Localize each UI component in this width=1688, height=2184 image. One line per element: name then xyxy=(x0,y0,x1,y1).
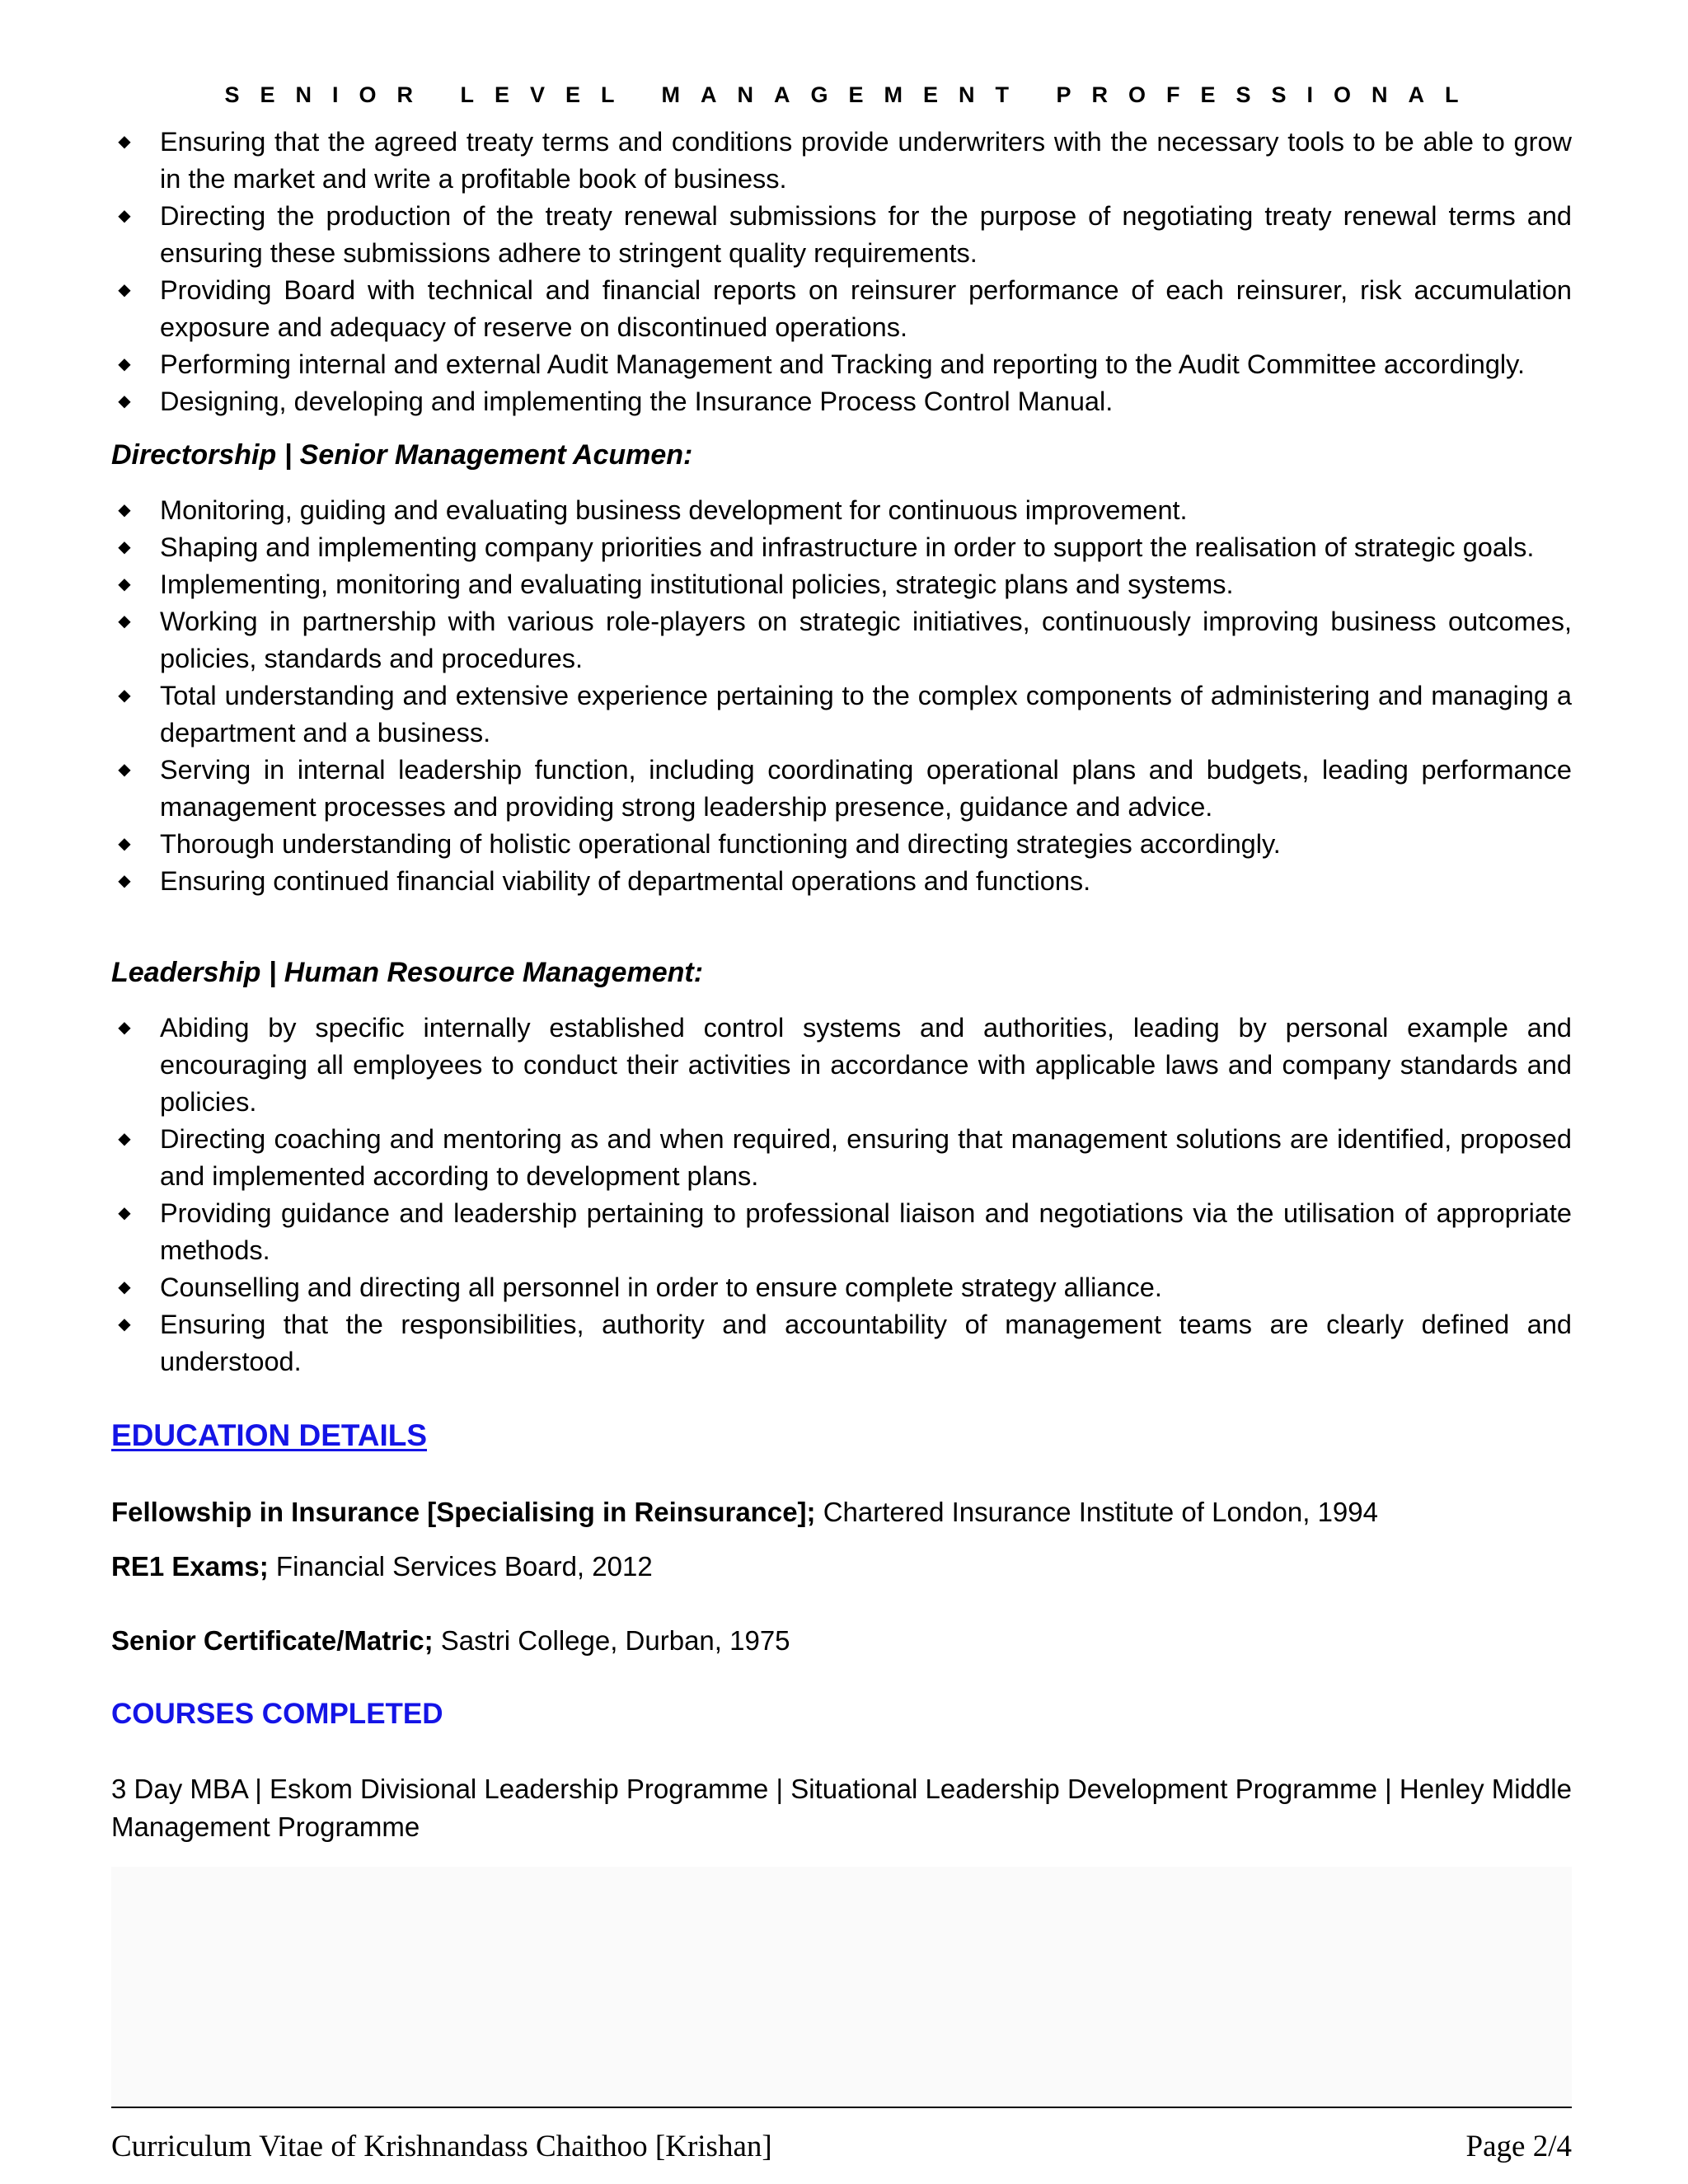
list-item: ◆ Counselling and directing all personnel in order to ensure complete strategy alliance. xyxy=(111,1269,1572,1306)
page-header-title: SENIOR LEVEL MANAGEMENT PROFESSIONAL xyxy=(224,82,1479,107)
diamond-bullet-icon: ◆ xyxy=(118,612,131,630)
education-qualification: Fellowship in Insurance [Specialising in Reinsurance]; xyxy=(111,1497,816,1527)
leadership-heading: Leadership | Human Resource Management: xyxy=(111,957,704,988)
courses-section-heading: COURSES COMPLETED xyxy=(111,1698,443,1730)
list-item: ◆ Monitoring, guiding and evaluating business development for continuous improvement. xyxy=(111,492,1572,529)
list-item: ◆ Implementing, monitoring and evaluating institutional policies, strategic plans and systems. xyxy=(111,566,1572,603)
intro-bullet-list xyxy=(111,124,1572,420)
diamond-bullet-icon: ◆ xyxy=(118,835,131,853)
diamond-bullet-icon: ◆ xyxy=(118,1204,131,1222)
leadership-bullet-list xyxy=(111,1010,1572,1380)
list-item: ◆ Serving in internal leadership function, including coordinating operational plans and budgets, leading performance management processes and providing strong leadership presence, guidance and advice. xyxy=(111,752,1572,826)
list-item: ◆ Directing coaching and mentoring as and when required, ensuring that management solutions are identified, proposed and implemented according to development plans. xyxy=(111,1121,1572,1195)
education-entry xyxy=(111,1622,790,1659)
list-item: ◆ Directing the production of the treaty renewal submissions for the purpose of negotiating treaty renewal terms and ensuring these submissions adhere to stringent quality requirements. xyxy=(111,198,1572,272)
list-item: ◆ Working in partnership with various role-players on strategic initiatives, continuously improving business outcomes, policies, standards and procedures. xyxy=(111,603,1572,677)
footer-divider xyxy=(111,2107,1572,2108)
education-section-heading: EDUCATION DETAILS xyxy=(111,1418,428,1452)
list-item: ◆ Shaping and implementing company priorities and infrastructure in order to support the realisation of strategic goals. xyxy=(111,529,1572,566)
page-bottom-area xyxy=(111,1867,1572,2106)
diamond-bullet-icon: ◆ xyxy=(118,872,131,890)
diamond-bullet-icon: ◆ xyxy=(118,501,131,519)
diamond-bullet-icon: ◆ xyxy=(118,687,131,705)
list-item: ◆ Ensuring that the responsibilities, authority and accountability of management teams are clearly defined and understood. xyxy=(111,1306,1572,1380)
footer-document-title: Curriculum Vitae of Krishnandass Chaithoo [Krishan] xyxy=(111,2130,772,2163)
list-item: ◆ Ensuring that the agreed treaty terms and conditions provide underwriters with the necessary tools to be able to grow in the market and write a profitable book of business. xyxy=(111,124,1572,198)
diamond-bullet-icon: ◆ xyxy=(118,392,131,410)
diamond-bullet-icon: ◆ xyxy=(118,355,131,373)
education-entry xyxy=(111,1493,1378,1530)
list-item: ◆ Ensuring continued financial viability of departmental operations and functions. xyxy=(111,863,1572,900)
diamond-bullet-icon: ◆ xyxy=(118,575,131,593)
diamond-bullet-icon: ◆ xyxy=(118,538,131,556)
list-item: ◆ Designing, developing and implementing the Insurance Process Control Manual. xyxy=(111,383,1572,420)
directorship-bullet-list xyxy=(111,492,1572,900)
diamond-bullet-icon: ◆ xyxy=(118,1278,131,1296)
diamond-bullet-icon: ◆ xyxy=(118,1019,131,1037)
education-qualification: Senior Certificate/Matric; xyxy=(111,1625,434,1656)
list-item: ◆ Providing Board with technical and financial reports on reinsurer performance of each reinsurer, risk accumulation exposure and adequacy of reserve on discontinued operations. xyxy=(111,272,1572,346)
diamond-bullet-icon: ◆ xyxy=(118,1130,131,1148)
diamond-bullet-icon: ◆ xyxy=(118,761,131,779)
education-entry xyxy=(111,1548,653,1585)
list-item: ◆ Total understanding and extensive experience pertaining to the complex components of administering and managing a department and a business. xyxy=(111,677,1572,752)
education-details: Chartered Insurance Institute of London, 1994 xyxy=(815,1497,1378,1527)
diamond-bullet-icon: ◆ xyxy=(118,281,131,299)
education-details: Financial Services Board, 2012 xyxy=(268,1551,653,1582)
list-item: ◆ Providing guidance and leadership pertaining to professional liaison and negotiations via the utilisation of appropriate methods. xyxy=(111,1195,1572,1269)
education-qualification: RE1 Exams; xyxy=(111,1551,269,1582)
list-item: ◆ Thorough understanding of holistic operational functioning and directing strategies accordingly. xyxy=(111,826,1572,863)
list-item: ◆ Performing internal and external Audit Management and Tracking and reporting to the Audit Committee accordingly. xyxy=(111,346,1572,383)
footer-page-number: Page 2/4 xyxy=(1465,2130,1572,2163)
education-details: Sastri College, Durban, 1975 xyxy=(433,1625,790,1656)
list-item: ◆ Abiding by specific internally established control systems and authorities, leading by personal example and encouraging all employees to conduct their activities in accordance with applicable laws and company standards and policies. xyxy=(111,1010,1572,1121)
diamond-bullet-icon: ◆ xyxy=(118,133,131,151)
diamond-bullet-icon: ◆ xyxy=(118,1315,131,1333)
document-page xyxy=(111,0,1572,2184)
courses-text: 3 Day MBA | Eskom Divisional Leadership Programme | Situational Leadership Development Programme | Henley Middle Management Programme xyxy=(111,1774,1572,1842)
directorship-heading: Directorship | Senior Management Acumen: xyxy=(111,439,693,471)
diamond-bullet-icon: ◆ xyxy=(118,207,131,225)
